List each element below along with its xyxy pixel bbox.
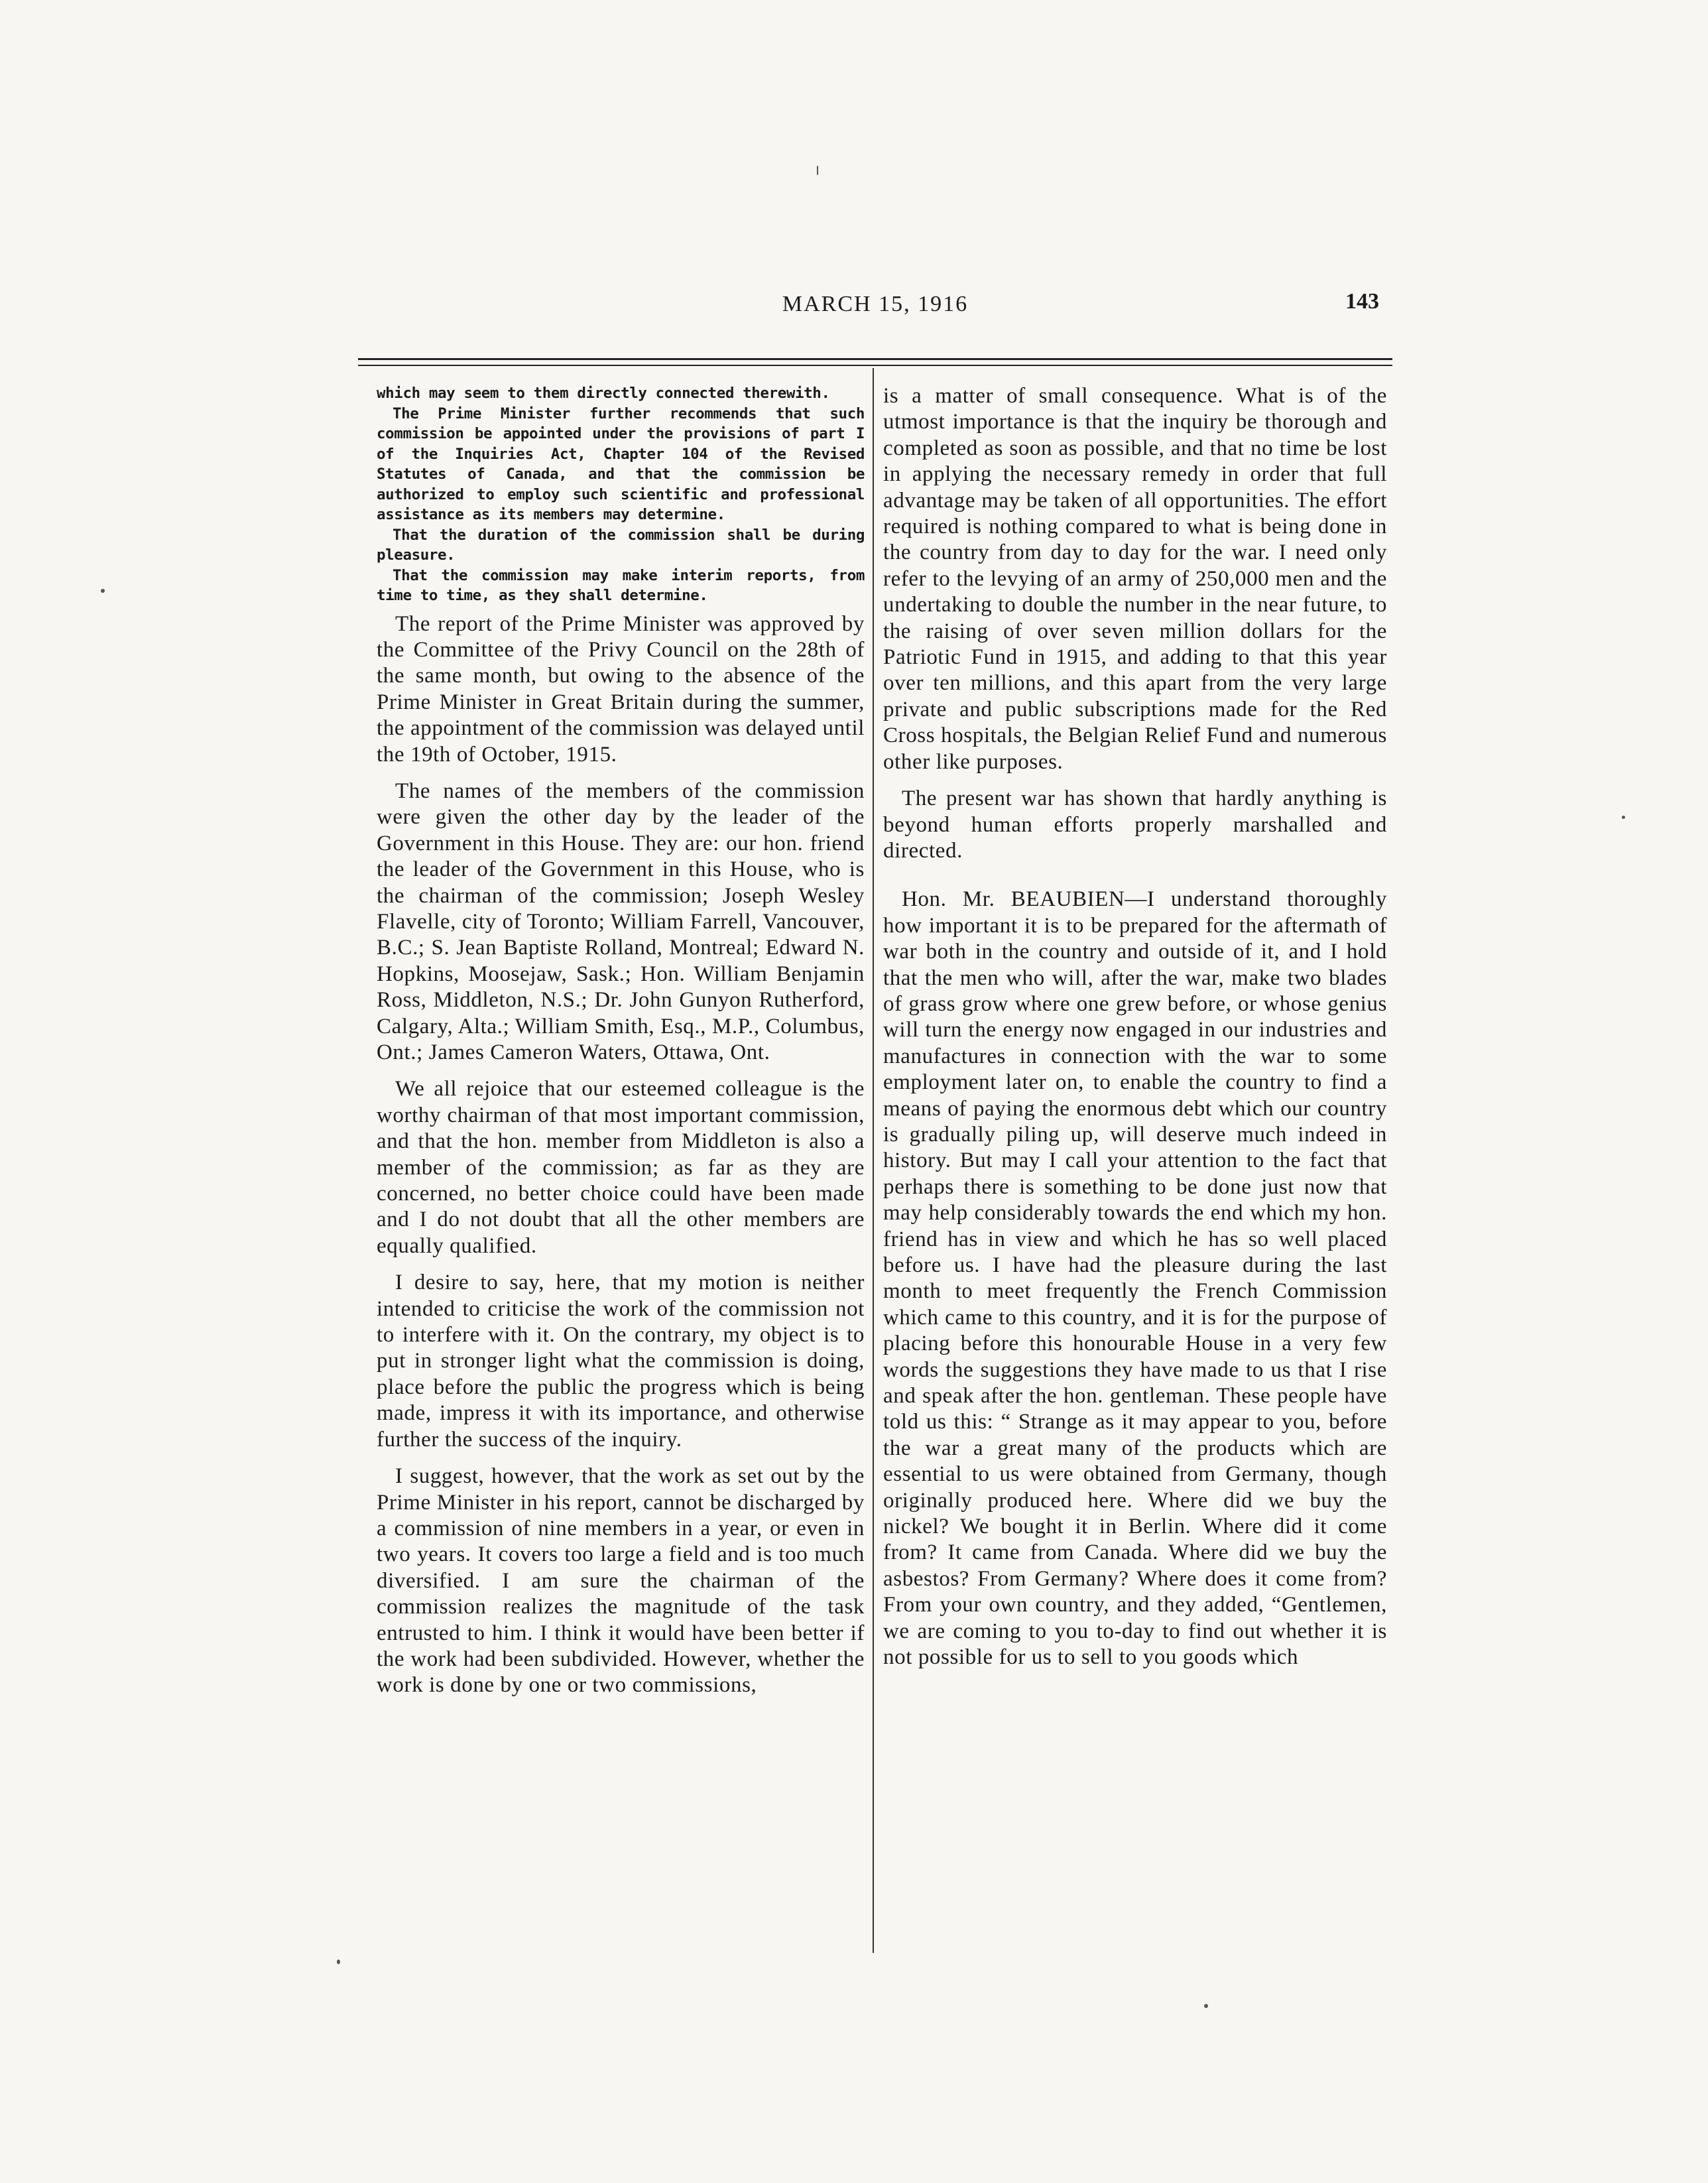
paragraph: I desire to say, here, that my motion is neither intended to criticise the work of the commission not to interfere with it. On the contrary, my object is to put in stronger light what the commission is doing, place before the public the progress which is being made, impress it with its importance, and otherwise further the success of the inquiry.	[377, 1271, 865, 1452]
header-rule-thin	[358, 365, 1392, 366]
scan-speck	[1622, 816, 1625, 819]
scan-speck	[1204, 2004, 1208, 2008]
column-divider	[873, 368, 874, 1953]
page-number: 143	[1345, 289, 1379, 314]
scan-speck	[337, 1960, 340, 1964]
header-rule-thick	[358, 358, 1392, 360]
quoted-text: which may seem to them directly connected therewith.	[377, 385, 830, 402]
quoted-text: The Prime Minister further recommends that such commission be appointed under the provisions of part I of the Inquiries Act, Chapter 104 of the Revised Statutes of Canada, and that the commission be authorized to employ such scientific and professional assistance as its members may determine.	[377, 405, 865, 523]
header-date: MARCH 15, 1916	[782, 292, 969, 316]
left-column	[377, 383, 865, 1699]
speech-text: —I understand thoroughly how important it is to be prepared for the aftermath of war both in the country and outside of it, and I hold that the men who will, after the war, make two blades of grass grow where one grew before, or whose genius will turn the energy now engaged in our industries and manufactures in connection with the war to some employment later on, to enable the country to find a means of paying the enormous debt which our country is gradually piling up, will deserve much indeed in history. But may I call your attention to the fact that perhaps there is something to be done just now that may help considerably towards the end which my hon. friend has in view and which he has so well placed before us. I have had the pleasure during the last month to meet frequently the French Commission which came to this country, and it is for the purpose of placing before this honourable House in a very few words the suggestions they have made to us that I rise and speak after the hon. gentleman. These people have told us this: “ Strange as it may appear to you, before the war a great many of the products which are essential to us were obtained from Germany, though originally produced here. Where did we buy the nickel? We bought it in Berlin. Where did it come from? It came from Canada. Where did we buy the asbestos? From Germany? Where does it come from? From your own country, and they added, “Gentlemen, we are coming to you to-day to find out whether it is not possible for us to sell to you goods which	[883, 887, 1387, 1670]
paragraph: The names of the members of the commission were given the other day by the leader of the Government in this House. They are: our hon. friend the leader of the Government in this House, who is the chairman of the commission; Joseph Wesley Flavelle, city of Toronto; William Farrell, Vancouver, B.C.; S. Jean Baptiste Rolland, Montreal; Edward N. Hopkins, Moosejaw, Sask.; Hon. William Benjamin Ross, Middleton, N.S.; Dr. John Gunyon Rutherford, Calgary, Alta.; William Smith, Esq., M.P., Columbus, Ont.; James Cameron Waters, Ottawa, Ont.	[377, 779, 865, 1064]
quoted-text: That the duration of the commission shall be during pleasure.	[377, 526, 865, 564]
right-column	[883, 383, 1387, 1671]
speech-paragraph	[883, 887, 1387, 1670]
paragraph: The report of the Prime Minister was approved by the Committee of the Privy Council on the 28th of the same month, but owing to the absence of the Prime Minister in Great Britain during the summer, the appointment of the commission was delayed until the 19th of October, 1915.	[377, 611, 865, 767]
paragraph: We all rejoice that our esteemed colleague is the worthy chairman of that most important commission, and that the hon. member from Middleton is also a member of the commission; as far as they are concerned, no better choice could have been made and I do not doubt that all the other members are equally qualified.	[377, 1077, 865, 1258]
quoted-text: That the commission may make interim reports, from time to time, as they shall determine.	[377, 566, 865, 604]
scan-speck	[817, 166, 818, 175]
paragraph: is a matter of small consequence. What is of the utmost importance is that the inquiry be thorough and completed as soon as possible, and that no time be lost in applying the necessary remedy in order that full advantage may be taken of all opportunities. The effort required is nothing compared to what is being done in the country from day to day for the war. I need only refer to the levying of an army of 250,000 men and the undertaking to double the number in the near future, to the raising of over seven million dollars for the Patriotic Fund in 1915, and adding to that this year over ten millions, and this apart from the very large private and public subscriptions made for the Red Cross hospitals, the Belgian Relief Fund and numerous other like purposes.	[883, 384, 1387, 774]
paragraph: I suggest, however, that the work as set out by the Prime Minister in his report, cannot be discharged by a commission of nine members in a year, or even in two years. It covers too large a field and is too much diversified. I am sure the chairman of the commission realizes the magnitude of the task entrusted to him. I think it would have been better if the work had been subdivided. However, whether the work is done by one or two commissions,	[377, 1464, 865, 1698]
paragraph: The present war has shown that hardly anything is beyond human efforts properly marshalled and directed.	[883, 786, 1387, 863]
scan-speck	[101, 589, 105, 593]
speaker-name: Hon. Mr. BEAUBIEN	[902, 887, 1125, 912]
page-header	[358, 289, 1392, 329]
